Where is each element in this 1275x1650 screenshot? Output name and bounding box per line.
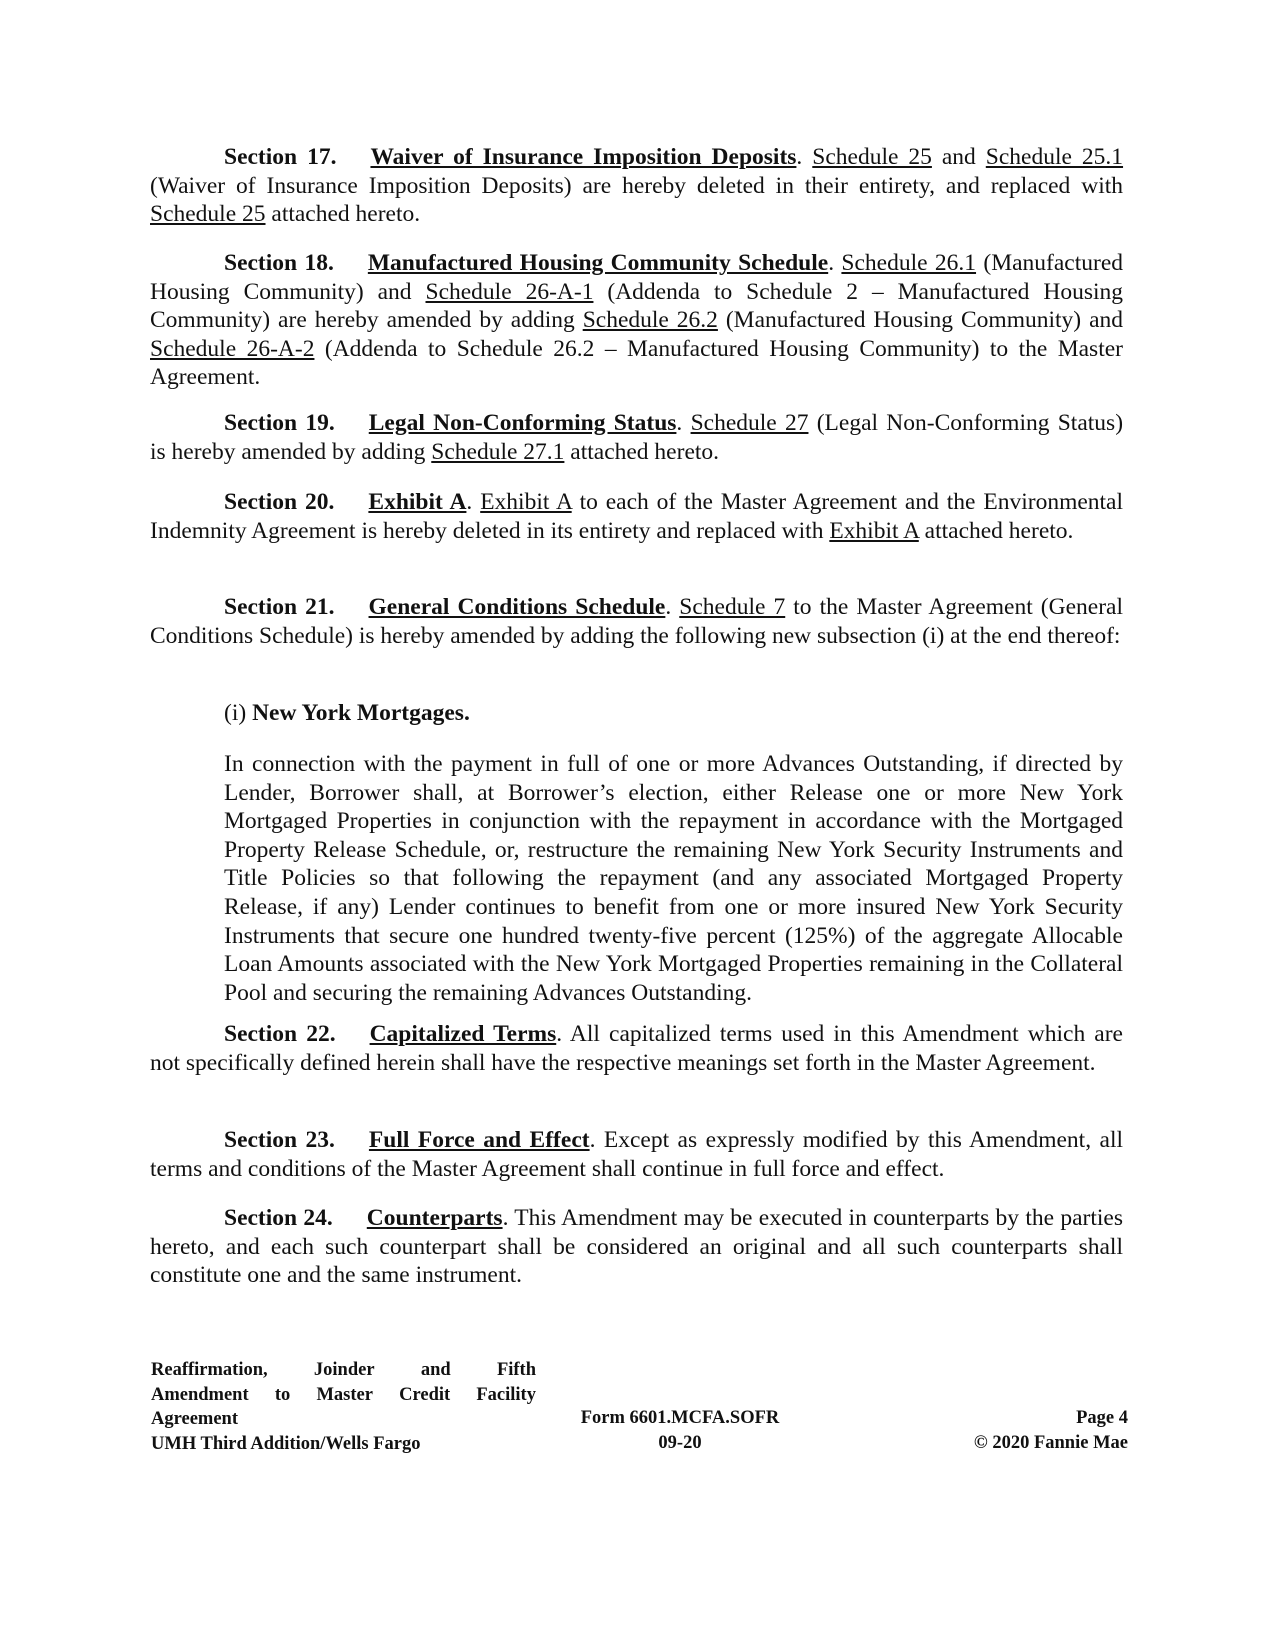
section-number: Section 23.	[224, 1127, 335, 1153]
cross-reference: Schedule 25.1	[985, 144, 1124, 170]
section-text: (Addenda to Schedule 26.2 – Manufactured Housing Community) to the Master Agreement.	[150, 335, 1123, 391]
section-text: .	[676, 410, 691, 436]
footer-page-number: Page 4	[1076, 1408, 1128, 1428]
cross-reference: Schedule 26.2	[582, 307, 718, 334]
section-text: (Waiver of Insurance Imposition Deposits) are hereby deleted in their entirety, and replaced with	[150, 172, 1123, 199]
cross-reference: Schedule 7	[679, 594, 786, 620]
section-number: Section 24.	[224, 1205, 333, 1231]
footer-form-number	[560, 1406, 800, 1455]
section-text: . This Amendment may be executed in counterparts by the parties hereto, and each such counterpart shall be considered an original and all such counterparts shall constitute one and the same instrument.	[150, 1205, 1123, 1289]
section-number: Section 22.	[224, 1021, 336, 1047]
section-17	[150, 143, 1123, 229]
footer-title-line-4: UMH Third Addition/Wells Fargo	[151, 1433, 421, 1454]
section-text: .	[828, 250, 842, 276]
cross-reference: Exhibit A	[829, 517, 919, 544]
section-text: attached hereto.	[265, 201, 421, 228]
section-number: Section 17.	[224, 144, 337, 170]
section-text: (Addenda to Schedule 2 – Manufactured Housing Community) are hereby amended by adding	[150, 278, 1123, 334]
footer-document-title	[151, 1358, 536, 1456]
section-text: attached hereto.	[918, 517, 1074, 544]
section-number: Section 18.	[224, 250, 334, 276]
cross-reference: Exhibit A	[480, 489, 572, 515]
subsection-i-text: In connection with the payment in full of one or more Advances Outstanding, if directed by Lender, Borrower shall, at Borrower’s election, either Release one or more New York Mortgaged Properties in conjunction with the repayment in accordance with the Mortgaged Property Release Schedule, or, restructure the remaining New York Security Instruments and Title Policies so that following the repayment (and any associated Mortgaged Property Release, if any) Lender continues to benefit from one or more insured New York Security Instruments that secure one hundred twenty-five percent (125%) of the aggregate Allocable Loan Amounts associated with the New York Mortgaged Properties remaining in the Collateral Pool and securing the remaining Advances Outstanding.	[224, 751, 1123, 1006]
cross-reference: Schedule 27.1	[431, 438, 565, 465]
cross-reference: Schedule 26.1	[841, 250, 977, 276]
cross-reference: Schedule 26-A-2	[150, 335, 315, 362]
section-24	[150, 1204, 1123, 1290]
section-23	[150, 1126, 1123, 1183]
section-title: Full Force and Effect	[368, 1127, 590, 1153]
section-title: Exhibit A	[368, 489, 467, 515]
section-text: .	[665, 594, 680, 620]
cross-reference: Schedule 26-A-1	[425, 278, 594, 305]
section-title: General Conditions Schedule	[368, 594, 666, 620]
section-text: . Except as expressly modified by this Amendment, all terms and conditions of the Master Agreement shall continue in full force and effect.	[150, 1127, 1124, 1182]
footer-form: Form 6601.MCFA.SOFR	[580, 1408, 780, 1428]
subsection-heading: New York Mortgages.	[252, 700, 470, 726]
section-18	[150, 249, 1123, 392]
section-21	[150, 593, 1123, 650]
section-title: Capitalized Terms	[369, 1021, 557, 1047]
section-text: (Manufactured Housing Community) and	[150, 250, 1124, 305]
section-number: Section 21.	[224, 594, 335, 620]
section-text: . All capitalized terms used in this Amendment which are not specifically defined herein shall have the respective meanings set forth in the Master Agreement.	[150, 1021, 1123, 1076]
section-22	[150, 1020, 1123, 1077]
footer-title-line-2: Amendment to Master Credit Facility	[151, 1384, 536, 1405]
section-number: Section 20.	[224, 489, 335, 515]
section-19	[150, 409, 1123, 466]
footer-title-line-3: Agreement	[151, 1409, 238, 1429]
subsection-i-heading	[224, 699, 1123, 728]
section-text: (Manufactured Housing Community) and	[717, 307, 1123, 334]
footer-title-line-1: Reaffirmation, Joinder and Fifth	[151, 1360, 536, 1380]
section-text: to each of the Master Agreement and the Environmental Indemnity Agreement is hereby deleted in its entirety and replaced with	[150, 489, 1124, 544]
section-text: (Legal Non-Conforming Status) is hereby amended by adding	[150, 410, 1124, 465]
subsection-label: (i)	[224, 700, 253, 726]
section-text: .	[466, 489, 481, 515]
cross-reference: Schedule 25	[150, 201, 266, 228]
section-20	[150, 488, 1123, 545]
section-text: and	[931, 144, 986, 170]
footer-copyright: © 2020 Fannie Mae	[973, 1432, 1128, 1453]
section-title: Counterparts	[366, 1205, 503, 1231]
footer-form-date: 09-20	[658, 1432, 702, 1453]
section-number: Section 19.	[224, 410, 335, 436]
cross-reference: Schedule 27	[690, 410, 809, 436]
section-text: to the Master Agreement (General Conditions Schedule) is hereby amended by adding the following new subsection (i) at the end thereof:	[150, 594, 1123, 649]
section-text: attached hereto.	[564, 438, 720, 465]
section-title: Waiver of Insurance Imposition Deposits	[370, 144, 797, 170]
cross-reference: Schedule 25	[812, 144, 932, 170]
section-title: Legal Non-Conforming Status	[368, 410, 677, 436]
section-text: .	[796, 144, 813, 170]
footer-page-info	[930, 1406, 1128, 1455]
section-title: Manufactured Housing Community Schedule	[367, 250, 829, 276]
